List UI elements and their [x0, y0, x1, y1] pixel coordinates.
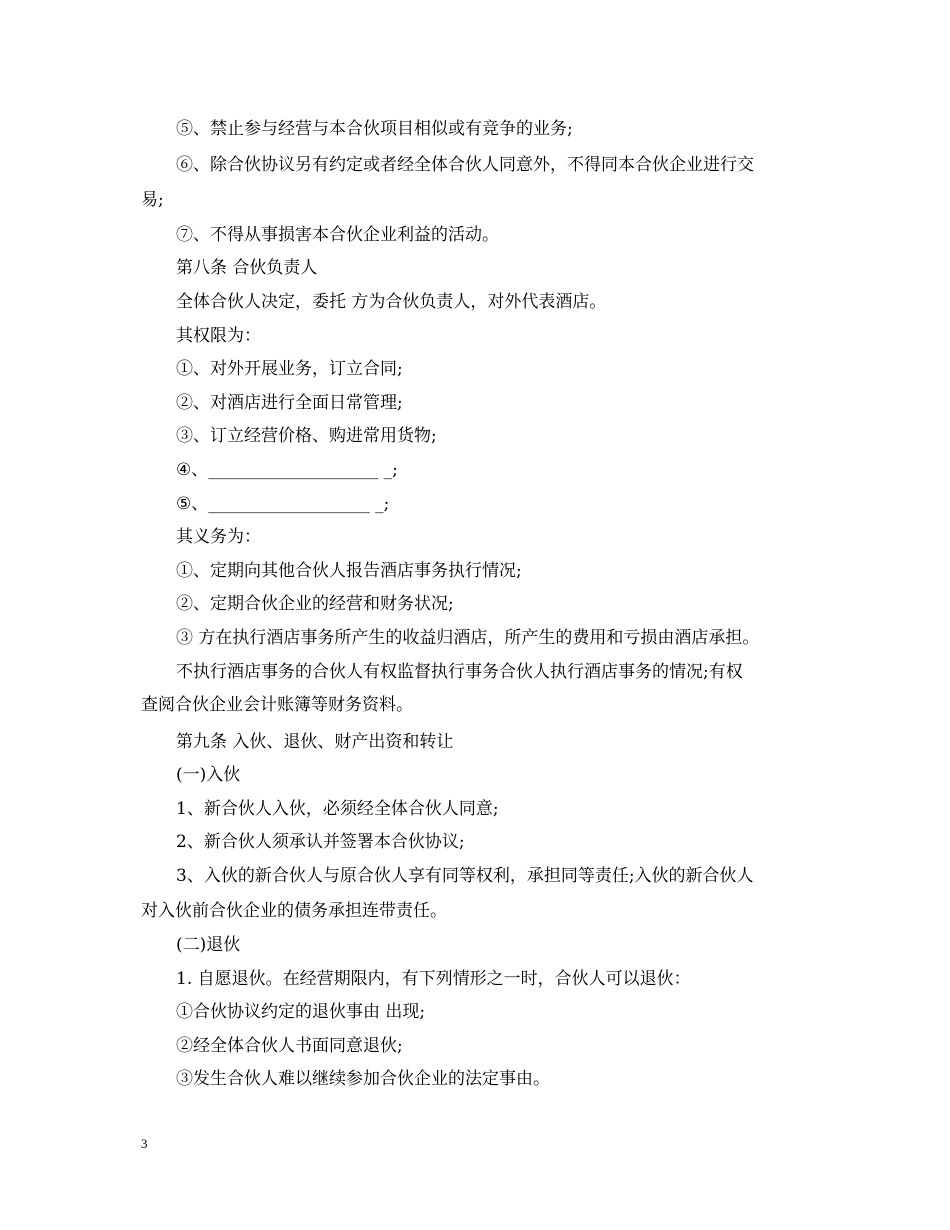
list-item: ①、定期向其他合伙人报告酒店事务执行情况;	[176, 561, 522, 581]
text-line: 其义务为：	[176, 527, 261, 547]
text-line: ⑥、除合伙协议另有约定或者经全体合伙人同意外，不得同本合伙企业进行交	[176, 155, 754, 175]
text-line: 不执行酒店事务的合伙人有权监督执行事务合伙人执行酒店事务的情况;有权	[176, 662, 743, 682]
list-item: ②、定期合伙企业的经营和财务状况;	[176, 594, 454, 614]
list-item: ②、对酒店进行全面日常管理;	[176, 393, 403, 413]
list-item: 3、入伙的新合伙人与原合伙人享有同等权利，承担同等责任;入伙的新合伙人	[176, 866, 754, 886]
list-item: ①合伙协议约定的退伙事由 出现;	[176, 1002, 426, 1022]
list-item: 1、新合伙人入伙，必须经全体合伙人同意;	[176, 799, 499, 819]
section-heading: 第九条 入伙、退伙、财产出资和转让	[176, 732, 454, 752]
list-item: ②经全体合伙人书面同意退伙;	[176, 1036, 403, 1056]
list-item: ③、订立经营价格、购进常用货物;	[176, 426, 437, 446]
section-heading: 第八条 合伙负责人	[176, 258, 318, 278]
list-item: ③ 方在执行酒店事务所产生的收益归酒店，所产生的费用和亏损由酒店承担。	[176, 628, 760, 648]
page-number: 3	[141, 1136, 148, 1151]
list-item: ③发生合伙人难以继续参加合伙企业的法定事由。	[176, 1069, 550, 1089]
list-item: 1. 自愿退伙。在经营期限内，有下列情形之一时，合伙人可以退伙：	[176, 969, 691, 989]
list-item-blank: ④、____________________ _;	[176, 460, 398, 480]
list-item-blank: ⑤、___________________ _;	[176, 494, 390, 514]
subsection-heading: (一)入伙	[176, 765, 241, 785]
subsection-heading: (二)退伙	[176, 935, 241, 955]
text-line: 易;	[141, 190, 164, 210]
text-line: 对入伙前合伙企业的债务承担连带责任。	[141, 901, 447, 921]
text-line: 其权限为：	[176, 326, 261, 346]
list-item: ①、对外开展业务，订立合同;	[176, 359, 403, 379]
text-line: 查阅合伙企业会计账簿等财务资料。	[141, 695, 413, 715]
text-line: ⑦、不得从事损害本合伙企业利益的活动。	[176, 225, 499, 245]
text-line: 全体合伙人决定，委托 方为合伙负责人，对外代表酒店。	[176, 292, 607, 312]
list-item: 2、新合伙人须承认并签署本合伙协议;	[176, 832, 465, 852]
text-line: ⑤、禁止参与经营与本合伙项目相似或有竞争的业务;	[176, 119, 573, 139]
